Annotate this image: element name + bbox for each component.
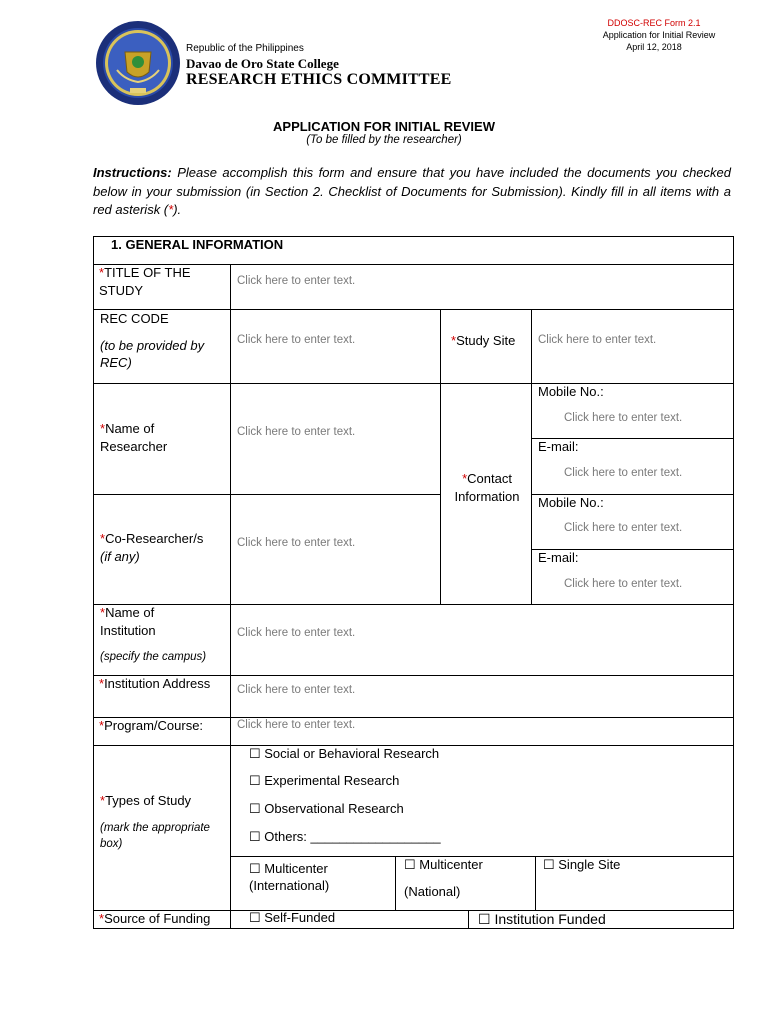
checkbox-institution-funded[interactable]: ☐ Institution Funded	[478, 911, 606, 927]
form-code: DDOSC-REC Form 2.1	[607, 18, 701, 28]
checkbox-self-funded[interactable]: ☐ Self-Funded	[249, 910, 336, 925]
checkbox-multicenter-international[interactable]: ☐ Multicenter	[249, 861, 328, 876]
section-heading: 1. GENERAL INFORMATION	[111, 237, 284, 252]
coresearcher-mobile-input[interactable]: Click here to enter text.	[564, 522, 683, 534]
types-note: (mark the appropriate box)	[100, 822, 210, 850]
table-border	[468, 910, 469, 929]
page-subtitle: (To be filled by the researcher)	[306, 134, 462, 146]
instructions	[93, 164, 731, 220]
researcher-mobile-label: Mobile No.:	[538, 384, 604, 399]
checkbox-single-site[interactable]: ☐ Single Site	[543, 857, 621, 872]
types-label: *Types of Study	[100, 793, 192, 808]
rec-code-label: REC CODE	[100, 311, 169, 326]
college-name: Davao de Oro State College	[186, 56, 339, 71]
coresearcher-email-input[interactable]: Click here to enter text.	[564, 578, 683, 590]
table-border	[440, 309, 441, 605]
institution-input[interactable]: Click here to enter text.	[237, 627, 356, 639]
table-border	[395, 856, 396, 911]
rec-code-input[interactable]: Click here to enter text.	[237, 334, 356, 346]
instructions-text: Please accomplish this form and ensure that you have included the documents you checked below in your submission (in Section 2. Checklist of Documents for Submission). Kindly fill in all items with a red asterisk (	[93, 165, 731, 217]
researcher-input[interactable]: Click here to enter text.	[237, 426, 356, 438]
program-label: *Program/Course:	[99, 718, 204, 733]
coresearcher-note: (if any)	[100, 549, 140, 564]
address-label: *Institution Address	[99, 676, 211, 691]
instructions-label: Instructions:	[93, 165, 172, 180]
checkbox-social-behavioral[interactable]: ☐ Social or Behavioral Research	[249, 746, 440, 761]
title-input[interactable]: Click here to enter text.	[237, 275, 356, 287]
multicenter-international-label: (International)	[249, 878, 330, 893]
table-border	[535, 856, 536, 911]
form-date: April 12, 2018	[626, 42, 682, 52]
checkbox-others[interactable]: ☐ Others: __________________	[249, 829, 441, 844]
coresearcher-mobile-label: Mobile No.:	[538, 495, 604, 510]
coresearcher-label: *Co-Researcher/s	[100, 531, 204, 546]
researcher-mobile-input[interactable]: Click here to enter text.	[564, 412, 683, 424]
researcher-label: *Name of Researcher	[100, 421, 168, 454]
page-title: APPLICATION FOR INITIAL REVIEW	[273, 119, 495, 134]
republic-text: Republic of the Philippines	[186, 43, 304, 54]
coresearcher-input[interactable]: Click here to enter text.	[237, 537, 356, 549]
coresearcher-email-label: E-mail:	[538, 550, 579, 565]
contact-label: *Contact Information	[454, 471, 520, 504]
checkbox-observational[interactable]: ☐ Observational Research	[249, 801, 404, 816]
instructions-end: ).	[173, 202, 182, 217]
funding-label: *Source of Funding	[99, 911, 211, 926]
institution-note: (specify the campus)	[100, 651, 207, 663]
table-border	[93, 604, 734, 605]
college-seal-logo	[95, 20, 181, 106]
multicenter-national-label: (National)	[404, 884, 461, 899]
table-border	[93, 236, 94, 929]
table-border	[230, 264, 231, 929]
researcher-email-label: E-mail:	[538, 439, 579, 454]
table-border	[93, 383, 734, 384]
rec-code-note: (to be provided by REC)	[100, 338, 205, 370]
table-border	[733, 236, 734, 929]
table-border	[93, 309, 734, 310]
title-label: *TITLE OF THE STUDY	[99, 265, 191, 298]
address-input[interactable]: Click here to enter text.	[237, 684, 356, 696]
program-input[interactable]: Click here to enter text.	[237, 719, 356, 731]
table-border	[93, 494, 441, 495]
form-name: Application for Initial Review	[602, 30, 716, 40]
checkbox-multicenter-national[interactable]: ☐ Multicenter	[404, 857, 483, 872]
asterisk: *	[168, 202, 174, 217]
table-border	[531, 309, 532, 605]
checkbox-experimental[interactable]: ☐ Experimental Research	[249, 773, 400, 788]
table-border	[93, 928, 734, 929]
institution-label: *Name of Institution	[100, 605, 156, 638]
researcher-email-input[interactable]: Click here to enter text.	[564, 467, 683, 479]
committee-name: RESEARCH ETHICS COMMITTEE	[186, 71, 452, 88]
study-site-input[interactable]: Click here to enter text.	[538, 334, 657, 346]
study-site-label: *Study Site	[451, 333, 516, 348]
